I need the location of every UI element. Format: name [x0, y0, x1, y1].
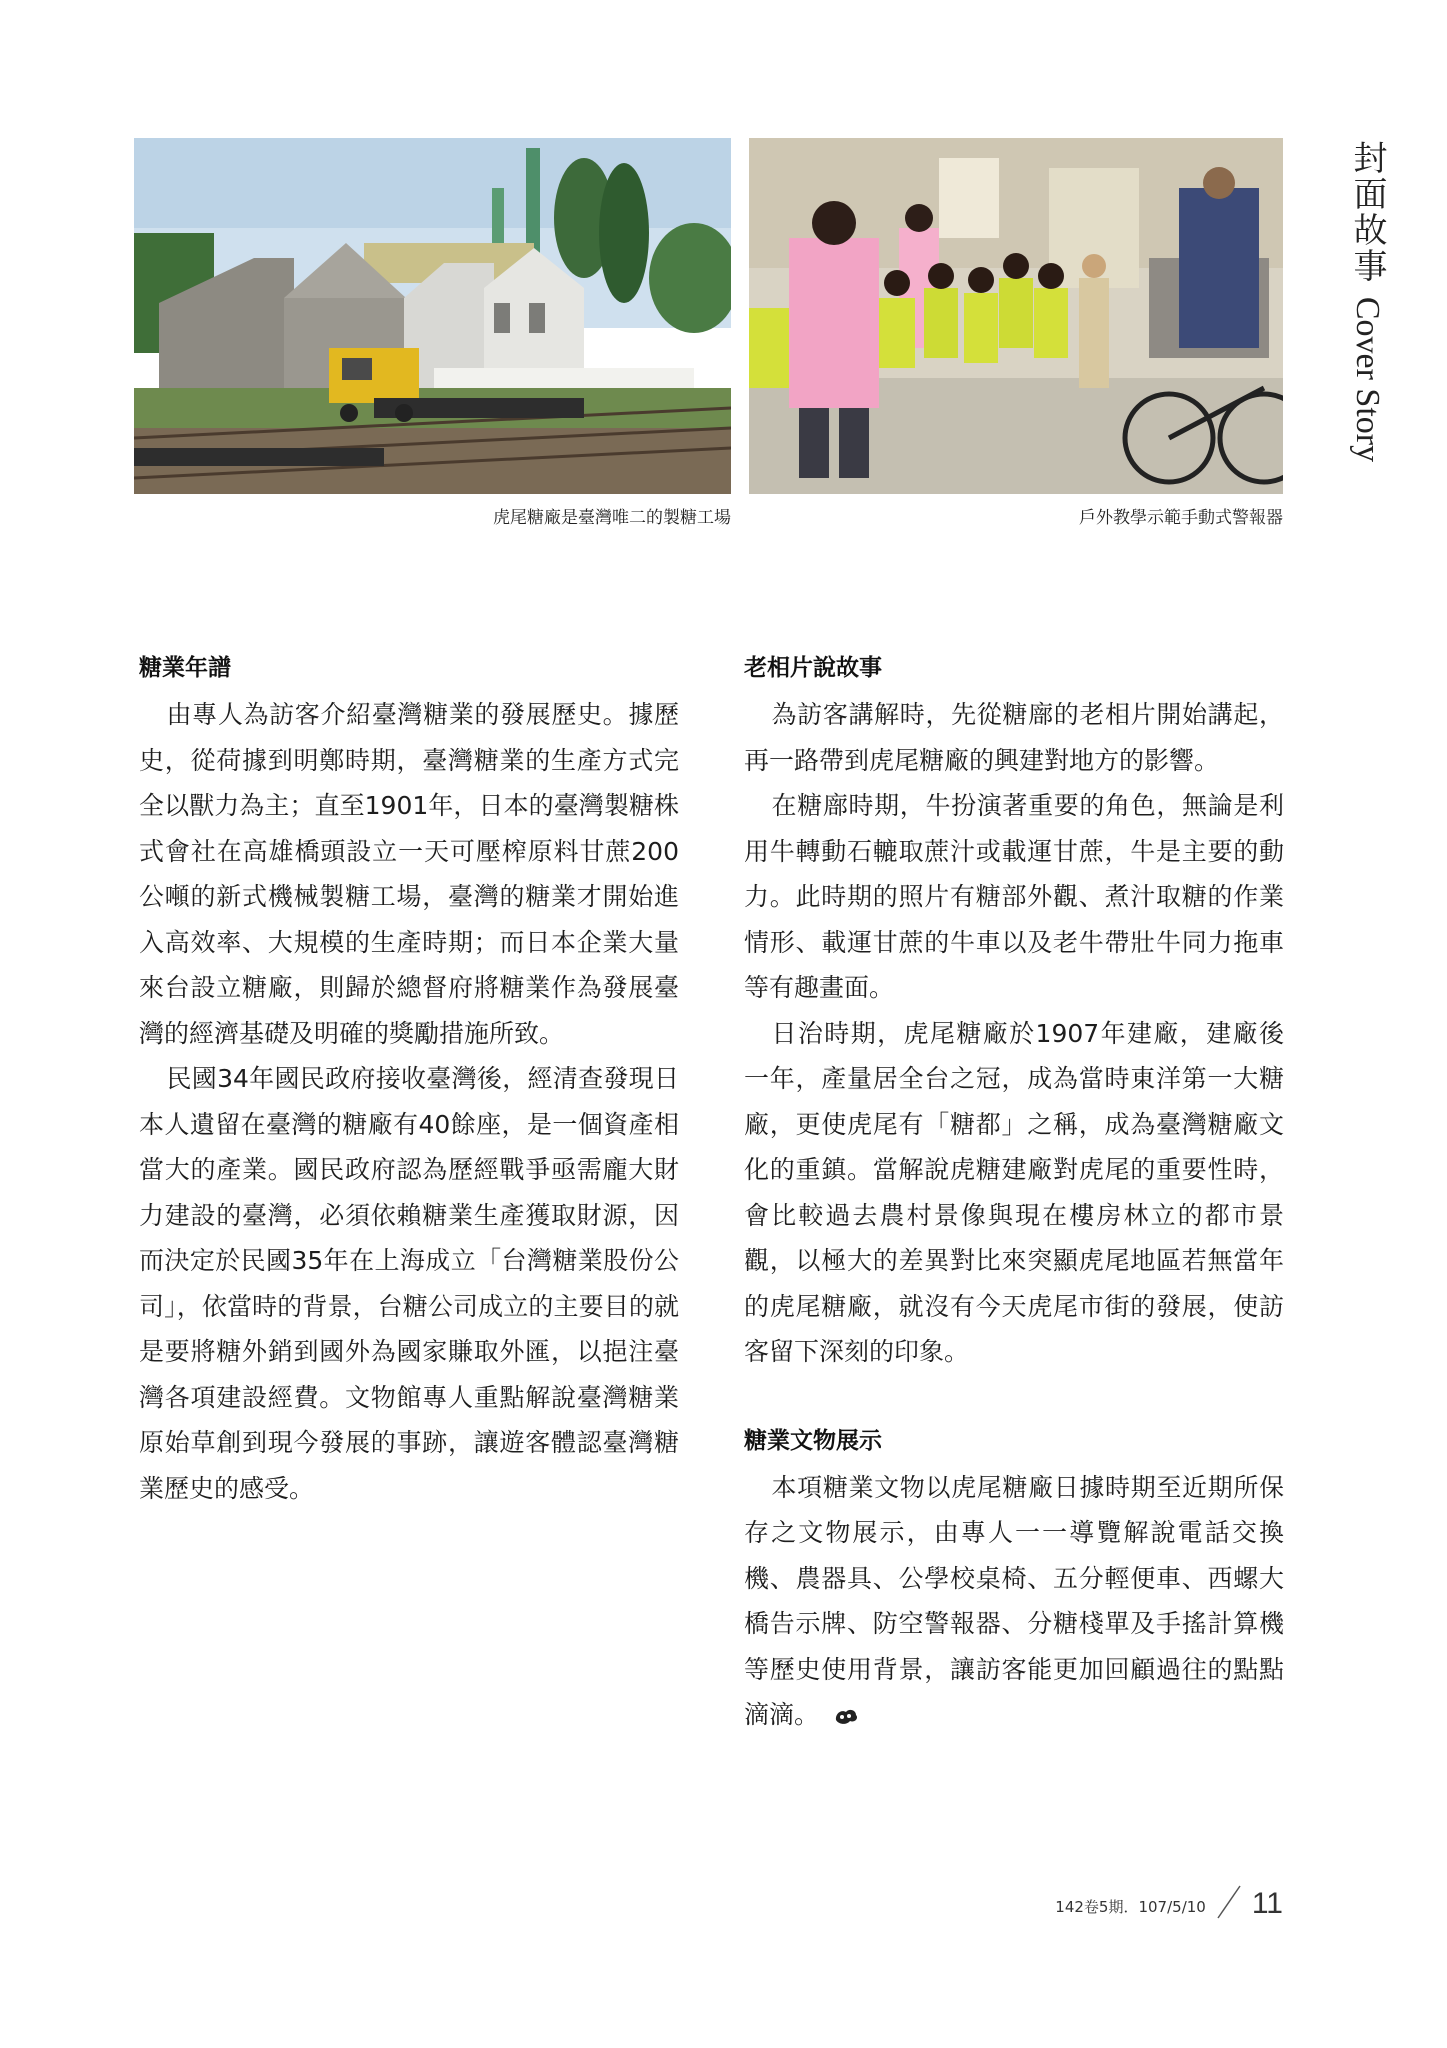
section-heading: 老相片說故事 — [744, 655, 882, 681]
section-side-title — [1346, 140, 1392, 462]
end-mark-icon — [833, 1706, 859, 1726]
section-heading: 糖業年譜 — [139, 655, 231, 681]
section-gap — [744, 1375, 1284, 1423]
paragraph: 由專人為訪客介紹臺灣糖業的發展歷史。據歷史，從荷據到明鄭時期，臺灣糖業的生產方式完全以獸力為主；直至1901年，日本的臺灣製糖株式會社在高雄橋頭設立一天可壓榨原料甘蔗200公噸的新式機械製糖工場，臺灣的糖業才開始進入高效率、大規模的生產時期；而日本企業大量來台設立糖廠，則歸於總督府將糖業作為發展臺灣的經濟基礎及明確的獎勵措施所致。 — [139, 700, 679, 1048]
paragraph: 為訪客講解時，先從糖廍的老相片開始講起，再一路帶到虎尾糖廠的興建對地方的影響。 — [744, 700, 1284, 775]
photo-caption-right: 戶外教學示範手動式警報器 — [1079, 508, 1283, 528]
alarm-demo-illustration — [749, 138, 1283, 494]
paragraph: 民國34年國民政府接收臺灣後，經清查發現日本人遺留在臺灣的糖廠有40餘座，是一個資產相當大的產業。國民政府認為歷經戰爭亟需龐大財力建設的臺灣，必須依賴糖業生產獲取財源，因而決定於民國35年在上海成立「台灣糖業股份公司」，依當時的背景，台糖公司成立的主要目的就是要將糖外銷到國外為國家賺取外匯，以挹注臺灣各項建設經費。文物館專人重點解說臺灣糖業原始草創到現今發展的事跡，讓遊客體認臺灣糖業歷史的感受。 — [139, 1064, 679, 1503]
right-column — [744, 650, 1284, 1738]
sugar-factory-illustration — [134, 138, 731, 494]
paragraph: 日治時期，虎尾糖廠於1907年建廠，建廠後一年，產量居全台之冠，成為當時東洋第一大糖廠，更使虎尾有「糖都」之稱，成為臺灣糖廠文化的重鎮。當解說虎糖建廠對虎尾的重要性時，會比較過去農村景像與現在樓房林立的都市景觀，以極大的差異對比來突顯虎尾地區若無當年的虎尾糖廠，就沒有今天虎尾市街的發展，使訪客留下深刻的印象。 — [744, 1018, 1284, 1366]
side-title-en: Cover Story — [1349, 296, 1386, 463]
photo-alarm-demo — [749, 138, 1283, 494]
photo-caption-left: 虎尾糖廠是臺灣唯二的製糖工場 — [493, 508, 731, 528]
divider-slash-icon — [1214, 1884, 1244, 1920]
page-footer — [1055, 1880, 1283, 1920]
photo-sugar-factory — [134, 138, 731, 494]
side-title-zh: 封面故事 — [1347, 140, 1387, 284]
paragraph: 在糖廍時期，牛扮演著重要的角色，無論是利用牛轉動石轆取蔗汁或載運甘蔗，牛是主要的動力。此時期的照片有糖部外觀、煮汁取糖的作業情形、載運甘蔗的牛車以及老牛帶壯牛同力拖車等有趣畫面。 — [744, 791, 1284, 1002]
paragraph-text: 本項糖業文物以虎尾糖廠日據時期至近期所保存之文物展示，由專人一一導覽解說電話交換機、農器具、公學校桌椅、五分輕便車、西螺大橋告示牌、防空警報器、分糖棧單及手搖計算機等歷史使用背景，讓訪客能更加回顧過往的點點滴滴。 — [744, 1472, 1284, 1729]
paragraph — [744, 1465, 1284, 1738]
section-heading: 糖業文物展示 — [744, 1427, 882, 1454]
issue-info: 142卷5期．107/5/10 — [1055, 1898, 1206, 1916]
page-number: 11 — [1251, 1887, 1283, 1920]
left-column — [139, 650, 679, 1511]
